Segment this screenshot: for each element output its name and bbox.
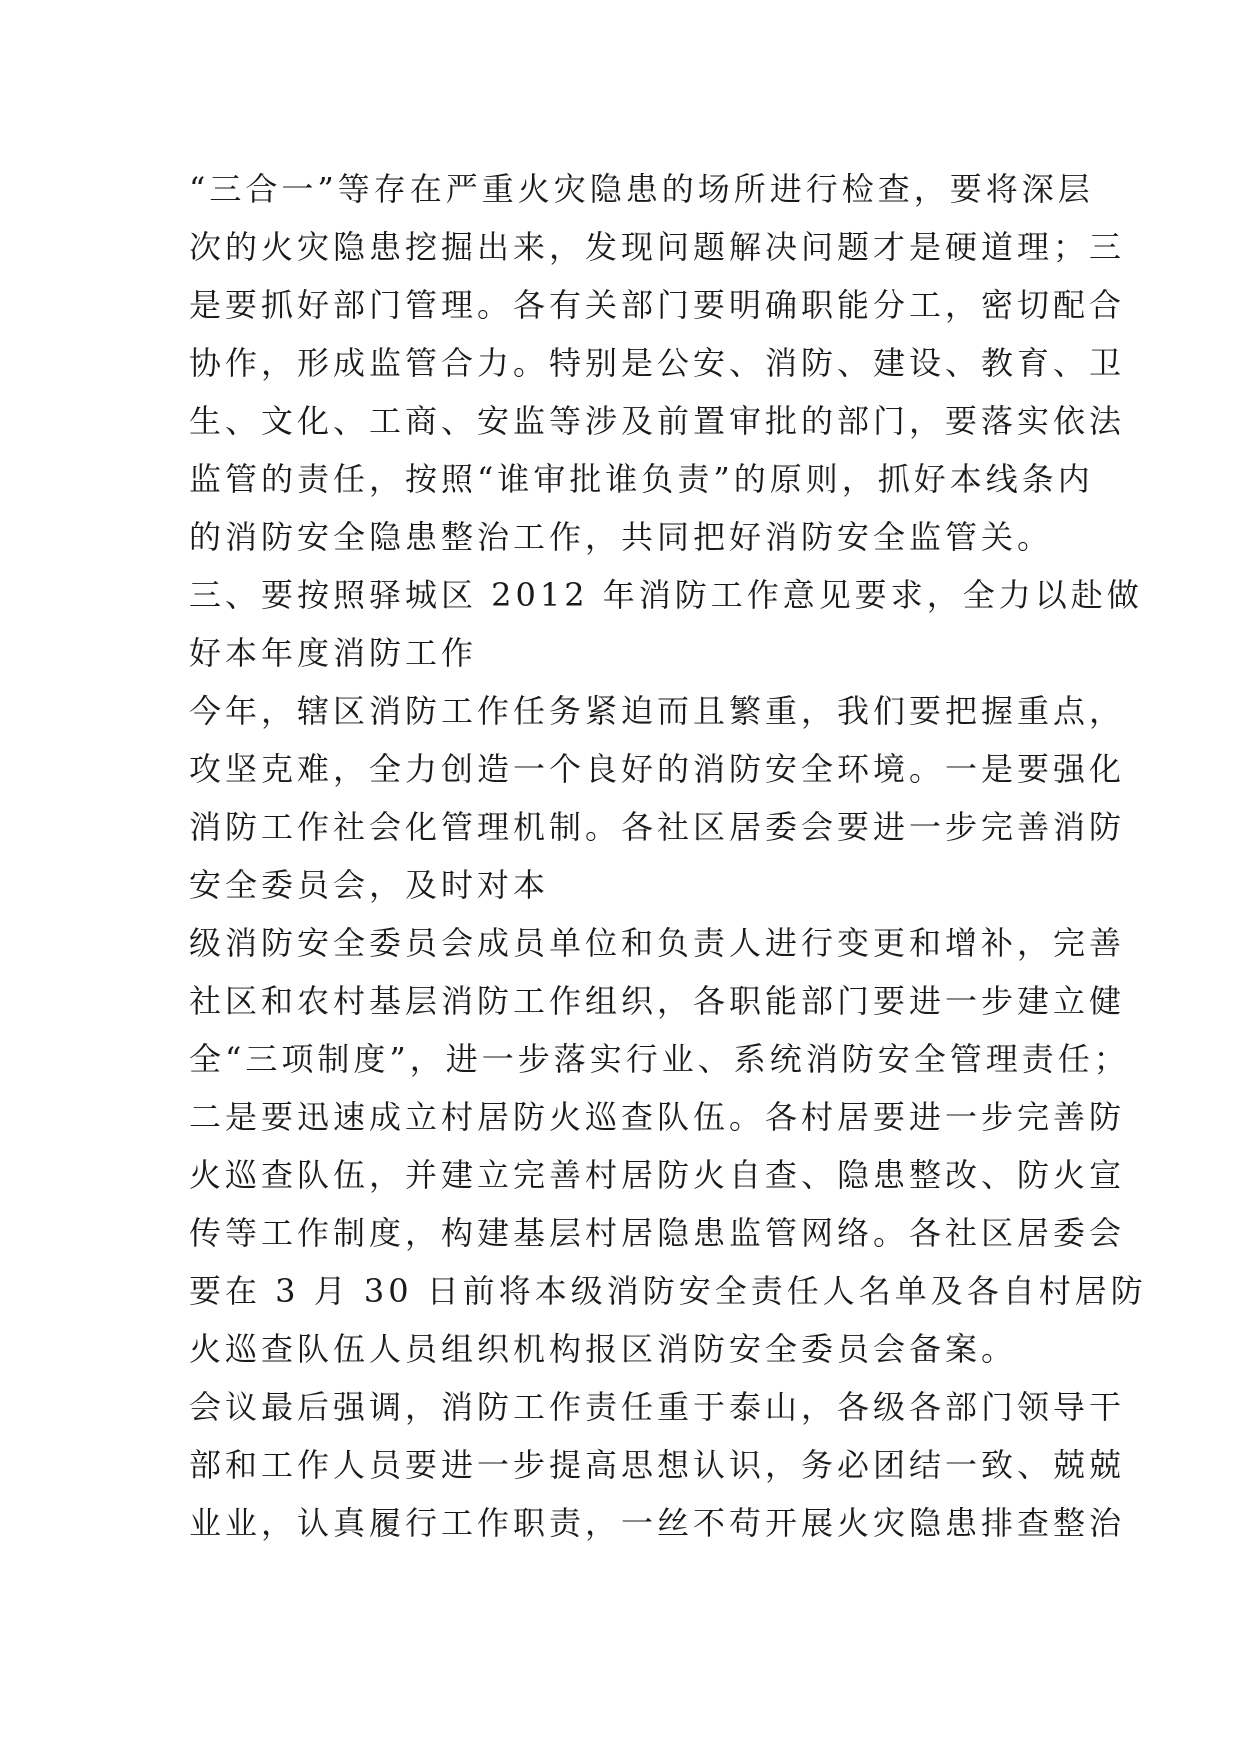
text-line: 攻坚克难，全力创造一个良好的消防安全环境。一是要强化 <box>189 750 1126 788</box>
text-line: 要在 3 月 30 日前将本级消防安全责任人名单及各自村居防 <box>189 1272 1147 1310</box>
text-line: 级消防安全委员会成员单位和负责人进行变更和增补，完善 <box>189 924 1126 962</box>
text-line: 火巡查队伍，并建立完善村居防火自查、隐患整改、防火宣 <box>189 1156 1126 1194</box>
text-line: “三合一”等存在严重火灾隐患的场所进行检查，要将深层 <box>189 170 1094 208</box>
text-line: 会议最后强调，消防工作责任重于泰山，各级各部门领导干 <box>189 1388 1126 1426</box>
section-heading-line: 好本年度消防工作 <box>189 634 478 672</box>
document-body <box>189 160 1147 1552</box>
text-line: 社区和农村基层消防工作组织，各职能部门要进一步建立健 <box>189 982 1126 1020</box>
text-line: 消防工作社会化管理机制。各社区居委会要进一步完善消防 <box>189 808 1126 846</box>
text-line: 监管的责任，按照“谁审批谁负责”的原则，抓好本线条内 <box>189 460 1094 498</box>
text-line: 全“三项制度”，进一步落实行业、系统消防安全管理责任； <box>189 1040 1130 1078</box>
text-line: 二是要迅速成立村居防火巡查队伍。各村居要进一步完善防 <box>189 1098 1126 1136</box>
text-line: 今年，辖区消防工作任务紧迫而且繁重，我们要把握重点， <box>189 692 1126 730</box>
text-line: 是要抓好部门管理。各有关部门要明确职能分工，密切配合 <box>189 286 1126 324</box>
text-line: 安全委员会，及时对本 <box>189 866 550 904</box>
text-line: 业业，认真履行工作职责，一丝不苟开展火灾隐患排查整治 <box>189 1504 1126 1542</box>
section-heading-line: 三、要按照驿城区 2012 年消防工作意见要求，全力以赴做 <box>189 576 1143 614</box>
text-line: 部和工作人员要进一步提高思想认识，务必团结一致、兢兢 <box>189 1446 1126 1484</box>
text-line: 生、文化、工商、安监等涉及前置审批的部门，要落实依法 <box>189 402 1126 440</box>
text-line: 火巡查队伍人员组织机构报区消防安全委员会备案。 <box>189 1330 1018 1368</box>
text-line: 协作，形成监管合力。特别是公安、消防、建设、教育、卫 <box>189 344 1126 382</box>
text-line: 传等工作制度，构建基层村居隐患监管网络。各社区居委会 <box>189 1214 1126 1252</box>
text-line: 次的火灾隐患挖掘出来，发现问题解决问题才是硬道理；三 <box>189 228 1126 266</box>
text-line: 的消防安全隐患整治工作，共同把好消防安全监管关。 <box>189 518 1054 556</box>
